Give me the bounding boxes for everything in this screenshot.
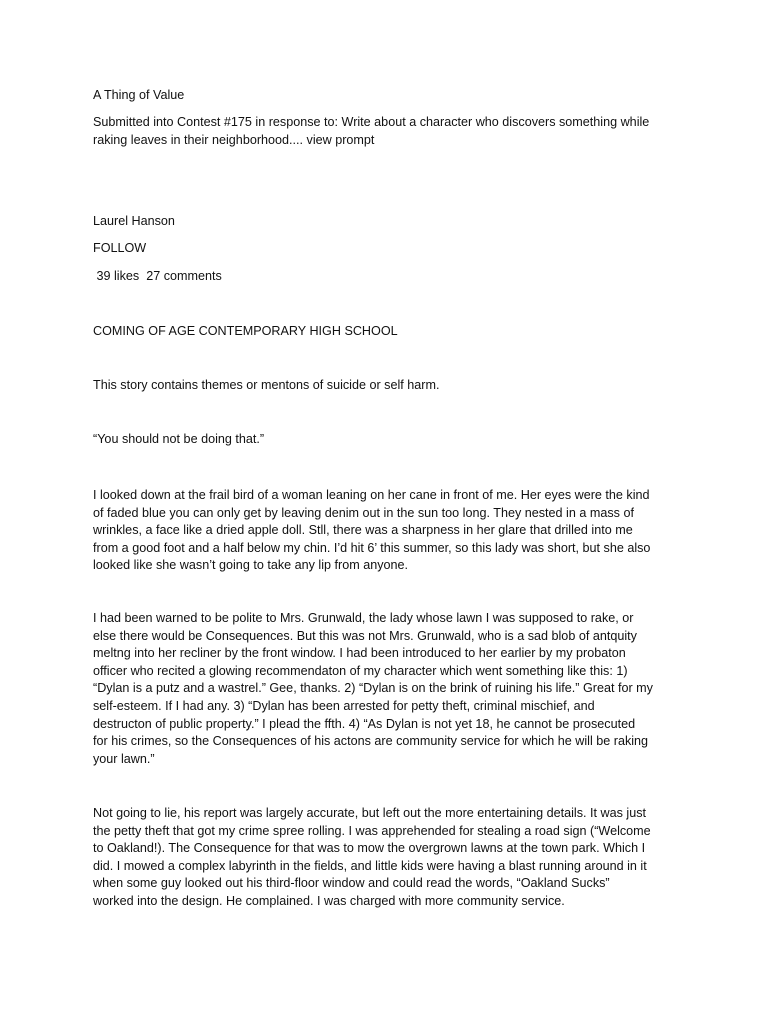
contest-line-2 bbox=[93, 132, 678, 150]
paragraph-3 bbox=[93, 805, 678, 911]
paragraph-line: looked like she wasn’t going to take any lip from anyone. bbox=[93, 558, 409, 573]
paragraph-line: I looked down at the frail bird of a woman leaning on her cane in front of me. Her eyes were the kind bbox=[93, 488, 650, 502]
paragraph-line: self-esteem. If I had any. 3) “Dylan has been arrested for petty theft, criminal mischief, and bbox=[93, 698, 595, 713]
paragraph-1 bbox=[93, 487, 678, 575]
paragraph-line: from a good foot and a half below my chin. I’d hit 6’ this summer, so this lady was short, but she also bbox=[93, 540, 651, 555]
paragraph-line: did. I mowed a complex labyrinth in the fields, and little kids were having a blast running around in it bbox=[93, 858, 647, 873]
paragraph-line: I had been warned to be polite to Mrs. Grunwald, the lady whose lawn I was supposed to rake, or bbox=[93, 611, 634, 625]
paragraph-line: to Oakland!). The Consequence for that was to mow the overgrown lawns at the town park. Which I bbox=[93, 841, 646, 856]
paragraph-line: worked into the design. He complained. I was charged with more community service. bbox=[93, 893, 565, 908]
contest-line-1: Submitted into Contest #175 in response to: Write about a character who discovers something while bbox=[93, 115, 650, 129]
paragraph-line: the petty theft that got my crime spree rolling. I was apprehended for stealing a road sign (“Welcome bbox=[93, 823, 651, 838]
paragraph-line: your lawn.” bbox=[93, 751, 155, 766]
likes-comments-stats: 39 likes 27 comments bbox=[93, 269, 222, 283]
paragraph-line: officer who recited a glowing recommendaton of my character which went something like this: 1) bbox=[93, 663, 628, 678]
contest-info bbox=[93, 114, 678, 149]
opening-line: “You should not be doing that.” bbox=[93, 432, 265, 446]
content-warning: This story contains themes or mentons of suicide or self harm. bbox=[93, 378, 440, 392]
follow-button[interactable]: FOLLOW bbox=[93, 241, 147, 255]
contest-prompt-text: raking leaves in their neighborhood.... bbox=[93, 132, 304, 147]
paragraph-line: destructon of public property.” I plead the ffth. 4) “As Dylan is not yet 18, he cannot be prosecuted bbox=[93, 716, 636, 731]
story-tags: COMING OF AGE CONTEMPORARY HIGH SCHOOL bbox=[93, 324, 398, 338]
paragraph-line: Not going to lie, his report was largely accurate, but left out the more entertaining details. It was just bbox=[93, 806, 647, 820]
paragraph-2 bbox=[93, 610, 678, 768]
paragraph-line: else there would be Consequences. But this was not Mrs. Grunwald, who is a sad blob of antquity bbox=[93, 628, 637, 643]
author-name[interactable]: Laurel Hanson bbox=[93, 214, 175, 228]
paragraph-line: “Dylan is a putz and a wastrel.” Gee, thanks. 2) “Dylan is on the brink of ruining his life.” Great for my bbox=[93, 681, 653, 696]
paragraph-line: when some guy looked out his third-floor window and could read the words, “Oakland Sucks” bbox=[93, 876, 610, 891]
paragraph-line: meltng into her recliner by the front window. I had been introduced to her earlier by my probaton bbox=[93, 646, 626, 661]
story-title: A Thing of Value bbox=[93, 88, 185, 102]
view-prompt-link[interactable]: view prompt bbox=[306, 132, 375, 147]
paragraph-line: of faded blue you can only get by leaving denim out in the sun too long. They nested in a mass of bbox=[93, 505, 634, 520]
paragraph-line: for his crimes, so the Consequences of his actons are community service for which he will be raking bbox=[93, 734, 649, 749]
paragraph-line: wrinkles, a face like a dried apple doll. Stll, there was a sharpness in her glare that drilled into me bbox=[93, 523, 633, 538]
